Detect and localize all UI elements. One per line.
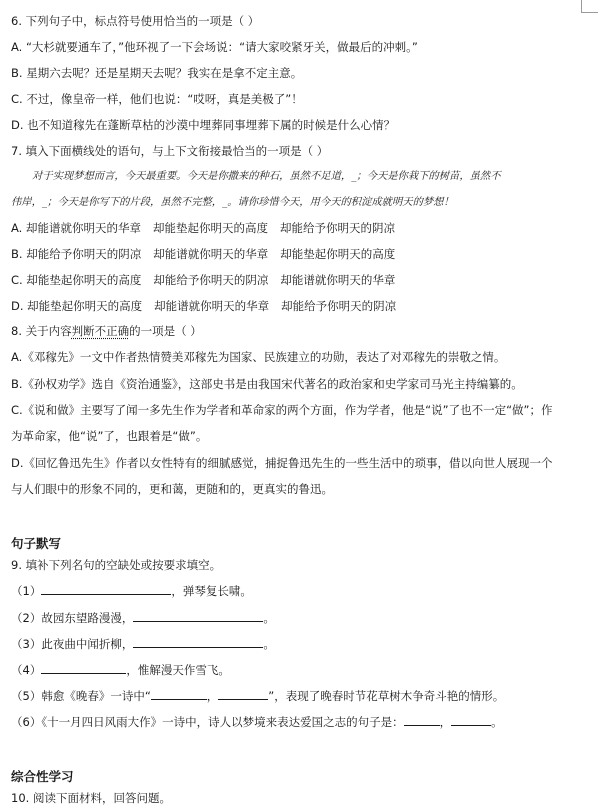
question-8-option-b: B.《孙权劝学》选自《资治通鉴》，这部史书是由我国宋代著名的政治家和史学家司马光主持编纂的。: [11, 377, 523, 391]
question-9-item-1: [11, 583, 590, 599]
question-7-passage-line-1: 对于实现梦想而言，今天最重要。今天是你撒来的种石，虽然不足道，_；今天是你栽下的树苗，虽然不: [32, 170, 501, 182]
option-c-part-1: C. 却能垫起你明天的高度: [11, 273, 142, 287]
question-8-option-a: A.《邓稼先》一文中作者热情赞美邓稼先为国家、民族建立的功勋，表达了对邓稼先的崇敬之情。: [11, 350, 506, 364]
answer-blank-1[interactable]: [41, 583, 171, 595]
answer-blank-6b[interactable]: [451, 714, 491, 726]
question-7-stem: 7. 填入下面横线处的语句，与上下文衔接最恰当的一项是（ ）: [11, 144, 329, 158]
question-7-option-a: [11, 220, 590, 236]
question-9-item-4: [11, 662, 590, 678]
option-d-part-2: 却能谱就你明天的华章: [154, 299, 270, 313]
item-6-separator: ，: [439, 715, 452, 729]
question-10-stem: 10. 阅读下面材料，回答问题。: [11, 791, 171, 805]
answer-blank-5b[interactable]: [218, 688, 268, 700]
answer-blank-6a[interactable]: [404, 714, 440, 726]
stem-emphasis-dotted: 判断不正确: [71, 324, 130, 338]
option-a-part-2: 却能垫起你明天的高度: [152, 221, 268, 235]
option-d-part-1: D. 却能垫起你明天的高度: [11, 299, 143, 313]
item-4-suffix: ，惟解漫天作雪飞。: [126, 663, 230, 677]
option-a-part-1: A. 却能谱就你明天的华章: [11, 221, 141, 235]
item-1-suffix: ，弹琴复长啸。: [171, 584, 252, 598]
question-7-option-b: [11, 246, 590, 262]
option-b-part-3: 却能垫起你明天的高度: [280, 247, 396, 261]
question-7-passage-line-2: 伟岸，_；今天是你写下的片段，虽然不完整，_。请你珍惜今天，用今天的积淀成就明天的梦想！: [11, 196, 454, 208]
page-corner-mark: [581, 0, 598, 13]
question-8-option-c-line-2: 为革命家，他“说”了，也跟着是“做”。: [11, 429, 208, 443]
section-title-dictation: 句子默写: [11, 536, 62, 551]
answer-blank-2[interactable]: [133, 610, 263, 622]
item-2-suffix: 。: [263, 611, 275, 625]
option-a-part-3: 却能给予你明天的阴凉: [279, 221, 395, 235]
item-3-prefix: （3）此夜曲中闻折柳，: [11, 637, 134, 651]
question-9-item-5: [11, 688, 590, 704]
question-9-item-6: [11, 714, 590, 730]
item-2-prefix: （2）故园东望路漫漫，: [11, 611, 134, 625]
item-6-prefix: （6）《十一月四日风雨大作》一诗中，诗人以梦境来表达爱国之志的句子是：: [11, 715, 404, 729]
question-8-option-d-line-1: D.《回忆鲁迅先生》作者以女性特有的细腻感觉，捕捉鲁迅先生的一些生活中的琐事，借以向世人展现一个: [11, 456, 553, 470]
question-6-option-a: A. “大杉就要通车了，”他环视了一下会场说：“请大家咬紧牙关，做最后的冲刺。”: [11, 40, 418, 54]
stem-suffix: 的一项是（ ）: [129, 324, 202, 338]
stem-prefix: 8. 关于内容: [11, 324, 72, 338]
item-6-suffix: 。: [491, 715, 503, 729]
question-6-option-c: C. 不过，像皇帝一样，他们也说：“哎呀，真是美极了”！: [11, 92, 303, 106]
item-3-suffix: 。: [263, 637, 275, 651]
item-1-prefix: （1）: [11, 584, 42, 598]
question-9-item-3: [11, 636, 590, 652]
answer-blank-4[interactable]: [41, 662, 126, 674]
question-8-stem: [11, 323, 590, 339]
question-7-option-c: [11, 272, 590, 288]
question-8-option-c-line-1: C.《说和做》主要写了闻一多先生作为学者和革命家的两个方面，作为学者，他是“说”了也不一定“做”；作: [11, 403, 553, 417]
item-5-suffix: ”，表现了晚春时节花草树木争奇斗艳的情形。: [268, 689, 505, 703]
answer-blank-3[interactable]: [133, 636, 263, 648]
option-c-part-3: 却能谱就你明天的华章: [280, 273, 396, 287]
question-8-option-d-line-2: 与人们眼中的形象不同的，更和蔼，更随和的，更真实的鲁迅。: [11, 482, 333, 496]
option-d-part-3: 却能给予你明天的阴凉: [281, 299, 397, 313]
option-b-part-1: B. 却能给予你明天的阴凉: [11, 247, 142, 261]
question-9-item-2: [11, 610, 590, 626]
item-5-separator: ，: [206, 689, 219, 703]
answer-blank-5a[interactable]: [151, 688, 207, 700]
question-6-option-d: D. 也不知道稼先在蓬断草枯的沙漠中埋葬同事埋葬下属的时候是什么心情？: [11, 118, 396, 132]
item-4-prefix: （4）: [11, 663, 42, 677]
question-6-stem: 6. 下列句子中，标点符号使用恰当的一项是（ ）: [11, 14, 260, 28]
question-9-stem: 9. 填补下列名句的空缺处或按要求填空。: [11, 558, 222, 572]
option-b-part-2: 却能谱就你明天的华章: [153, 247, 269, 261]
question-6-option-b: B. 星期六去呢？还是星期天去呢？我实在是拿不定主意。: [11, 66, 303, 80]
option-c-part-2: 却能给予你明天的阴凉: [153, 273, 269, 287]
section-title-comprehensive: 综合性学习: [11, 769, 74, 784]
item-5-prefix: （5）韩愈《晚春》一诗中“: [11, 689, 151, 703]
question-7-option-d: [11, 298, 590, 314]
